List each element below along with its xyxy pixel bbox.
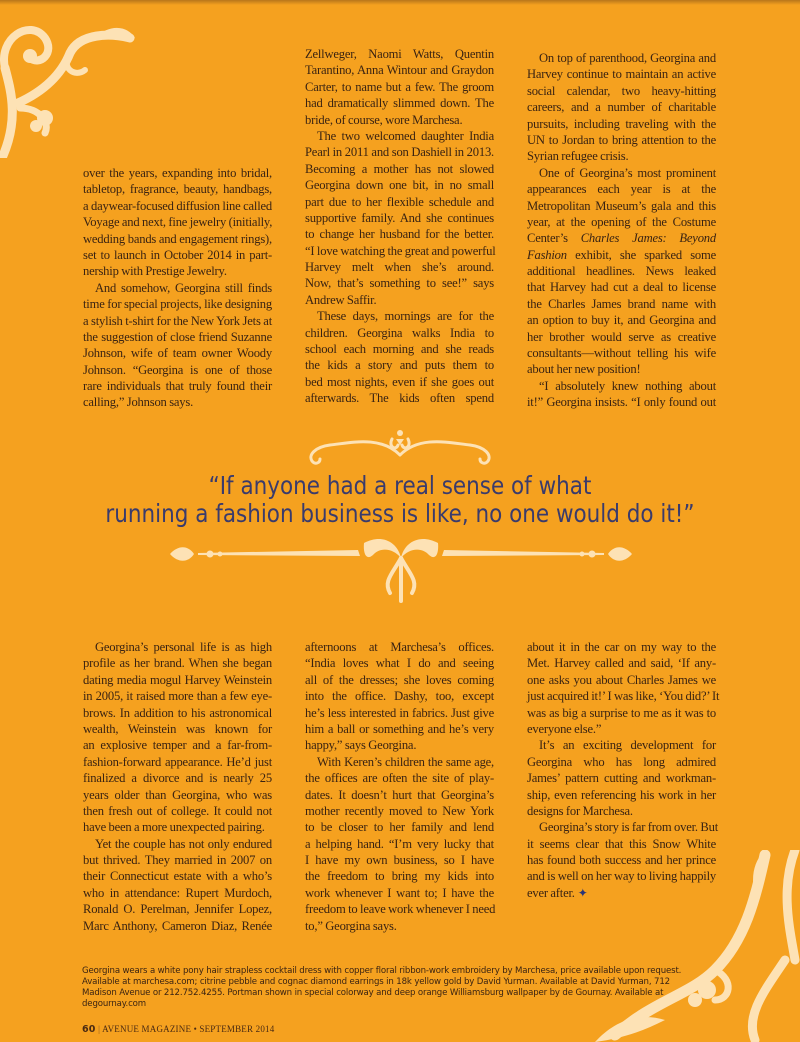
text-line: Georgina who has long admired [527, 754, 716, 769]
paragraph [527, 639, 720, 737]
text-column [527, 639, 720, 901]
text-line: it seems clear that this Snow White [527, 836, 716, 851]
text-line: “India loves what I do and seeing [305, 656, 494, 671]
text-line: tabletop, fragrance, beauty, handbags, [83, 182, 272, 197]
quote-top-ornament [300, 425, 500, 470]
text-line: over the years, expanding into bridal, [83, 166, 272, 180]
text-line: dates. It doesn’t hurt that Georgina’s [305, 787, 494, 802]
paragraph [83, 836, 272, 934]
text-line: time for special projects, like designing [83, 297, 272, 312]
text-line: their Connecticut estate with a who’s [83, 869, 272, 884]
italic-title: Charles James: Beyond [580, 231, 716, 246]
text-line: It’s an exciting development for [539, 738, 716, 753]
text-line: Georgina’s personal life is as high [95, 640, 272, 654]
paragraph [83, 639, 272, 836]
text-line: Becoming a mother has not slowed [305, 161, 494, 176]
text-line: a daywear-focused diffusion line called [83, 198, 272, 213]
text-line: all of the dresses; she loves coming [305, 672, 494, 687]
text-line: consultants—without telling his wife [527, 346, 716, 361]
text-line: the offices are often the site of play- [305, 771, 494, 786]
text-line: nership with Prestige Jewelry. [83, 264, 227, 279]
text-line: to be closer to her family and lend [305, 820, 494, 835]
text-segment: Center’s [527, 231, 581, 246]
text-line: UN to Jordan to bring attention to the [527, 132, 716, 147]
text-line: the suggestion of close friend Suzanne [83, 329, 272, 344]
text-line: about her new position! [527, 362, 641, 377]
text-line: a stylish t-shirt for the New York Jets at [83, 313, 272, 328]
paragraph [305, 754, 494, 934]
text-line: one asks you about Charles James we [527, 672, 716, 687]
text-line: fashion-forward appearance. He’d just [83, 754, 272, 769]
text-line: who in attendance: Rupert Murdoch, [83, 885, 272, 900]
text-column [527, 50, 716, 411]
text-line: James’ pattern cutting and workman- [527, 771, 716, 786]
photo-caption: Georgina wears a white pony hair strapless cocktail dress with copper floral ribbon-work embroidery by Marchesa, price available upon request. Available at marchesa.com; citrine pebble and cognac diamond earrings in 18k yellow gold by David Yurman. Available at David Yurman, 712 Madison Avenue or 212.752.4255. Portman shown in special colorway and deep orange Williamsburg wallpaper by de Gournay. Available at degournay.com [82, 966, 682, 1009]
text-column [83, 165, 272, 411]
text-line: then fresh out of college. It could not [83, 803, 272, 818]
text-line: Georgina down one bit, in no small [305, 178, 494, 193]
text-line: about it in the car on my way to the [527, 640, 716, 654]
text-line: Georgina’s story is far from over. But [539, 820, 718, 835]
text-line: school each morning and she reads [305, 342, 494, 357]
paragraph [527, 378, 716, 411]
text-line: calling,” Johnson says. [83, 395, 194, 410]
text-line: mother recently moved to New York [305, 803, 494, 818]
text-line: Metropolitan Museum’s gala and this [527, 198, 716, 213]
text-line: it!” Georgina insists. “I only found out [527, 395, 716, 410]
text-line: happy,” says Georgina. [305, 738, 417, 753]
text-line: Harvey continue to maintain an active [527, 67, 716, 82]
text-line: brows. In addition to his astronomical [83, 705, 272, 720]
text-line: Syrian refugee crisis. [527, 149, 629, 164]
text-segment: exhibit, she sparked some [566, 247, 716, 262]
text-line [527, 247, 716, 263]
text-line: additional headlines. News leaked [527, 264, 716, 279]
text-line: profile as her brand. When she began [83, 656, 272, 671]
text-line: appearances each year is at the [527, 182, 716, 197]
text-column [83, 639, 272, 934]
text-line [527, 885, 716, 901]
text-line: was as big a surprise to me as it was to [527, 705, 716, 720]
text-line: afternoons at Marchesa’s offices. [305, 640, 494, 654]
text-line: And somehow, Georgina still finds [95, 280, 272, 295]
text-line: Andrew Saffir. [305, 292, 377, 307]
text-line: Johnson. “Georgina is one of those [83, 362, 272, 377]
text-column [305, 46, 494, 407]
text-line: had dramatically slimmed down. The [305, 96, 494, 111]
text-line: rare individuals that truly found their [83, 379, 272, 394]
text-line: everyone else.” [527, 721, 602, 736]
text-line: Met. Harvey called and said, ‘If any- [527, 656, 716, 671]
text-line: Johnson, wife of team owner Woody [83, 346, 272, 361]
text-line: children. Georgina walks India to [305, 325, 494, 340]
pull-quote-line-1: “If anyone had a real sense of what [208, 471, 592, 500]
text-line: One of Georgina’s most prominent [539, 165, 716, 180]
page-number: 60 [82, 1024, 96, 1035]
text-line: her brother would serve as creative [527, 329, 716, 344]
text-line: Zellweger, Naomi Watts, Quentin [305, 47, 494, 61]
text-line: into the office. Dashy, too, except [305, 689, 494, 704]
paragraph [305, 128, 494, 308]
text-line: but thrived. They married in 2007 on [83, 853, 272, 868]
text-line: pursuits, including traveling with the [527, 116, 716, 131]
text-line: him a ball or something and he’s very [305, 721, 494, 736]
text-line: he’s less interested in fabrics. Just give [305, 705, 494, 720]
publication-name: AVENUE MAGAZINE • SEPTEMBER 2014 [102, 1024, 275, 1034]
text-line: the kids a story and puts them to [305, 358, 494, 373]
text-line: “I love watching the great and powerful [305, 243, 496, 258]
text-line: have been a more unexpected pairing. [83, 820, 265, 835]
paragraph [305, 639, 494, 754]
paragraph [527, 819, 716, 901]
pull-quote [0, 472, 800, 528]
text-line: in 2005, it raised more than a few eye- [83, 689, 272, 704]
text-line: finalized a divorce and is nearly 25 [83, 771, 272, 786]
text-line: supportive family. And she continues [305, 210, 494, 225]
text-line: wedding bands and engagement rings), [83, 231, 272, 246]
text-line: Ronald O. Perelman, Jennifer Lopez, [83, 902, 272, 917]
text-segment: ever after. [527, 885, 575, 900]
text-column [305, 639, 494, 934]
text-line: an explosive temper and a far-from- [83, 738, 272, 753]
text-line: to,” Georgina says. [305, 918, 397, 933]
text-line: that Harvey had cut a deal to license [527, 280, 716, 295]
text-line: set to launch in October 2014 in part- [83, 247, 272, 262]
paragraph [305, 46, 494, 128]
text-line: an option to buy it, and Georgina and [527, 313, 716, 328]
paragraph [305, 308, 494, 406]
text-line: The two welcomed daughter India [317, 128, 494, 143]
text-line: Harvey melt when she’s around. [305, 260, 494, 275]
text-line: careers, and a number of charitable [527, 100, 716, 115]
text-line: Carter, to name but a few. The groom [305, 79, 494, 94]
text-line: Now, that’s something to see!” says [305, 276, 494, 291]
text-line: work whenever I want to; I have the [305, 885, 494, 900]
text-line: “I absolutely knew nothing about [539, 378, 716, 393]
text-line: the Charles James brand name with [527, 296, 716, 311]
text-line: ship, even referencing his work in her [527, 787, 716, 802]
text-line: a helping hand. “I’m very lucky that [305, 836, 494, 851]
footer-separator: | [98, 1024, 101, 1034]
text-line: freedom to leave work whenever I need [305, 902, 496, 917]
paragraph [83, 165, 272, 280]
text-line: wealth, Weinstein was known for [83, 721, 272, 736]
text-line: I have my own business, so I have [305, 853, 494, 868]
text-line: part due to her flexible schedule and [305, 194, 494, 209]
paragraph [527, 737, 716, 819]
text-line: dating media mogul Harvey Weinstein [83, 672, 272, 687]
paragraph [527, 50, 716, 165]
text-line: Yet the couple has not only endured [95, 836, 272, 851]
quote-bottom-ornament [168, 533, 634, 603]
text-line: designs for Marchesa. [527, 803, 633, 818]
end-mark-icon: ✦ [577, 885, 588, 900]
page-footer [82, 1024, 274, 1035]
text-line: the freedom to bring my kids into [305, 869, 494, 884]
text-line: and is well on her way to living happily [527, 869, 716, 884]
text-line: year, at the opening of the Costume [527, 214, 716, 229]
flourish-top-left-ornament [0, 8, 140, 158]
text-line: Tarantino, Anna Wintour and Graydon [305, 63, 494, 78]
paragraph [527, 165, 716, 378]
italic-title: Fashion [527, 247, 567, 262]
text-line: With Keren’s children the same age, [317, 754, 494, 769]
text-line: has found both success and her prince [527, 853, 716, 868]
text-line: bed most nights, even if she goes out [305, 374, 494, 389]
text-line: bride, of course, wore Marchesa. [305, 112, 463, 127]
text-line: years older than Georgina, who was [83, 787, 272, 802]
text-line: just acquired it!’ I was like, ‘You did?’ It [527, 689, 720, 704]
text-line: On top of parenthood, Georgina and [539, 51, 716, 65]
text-line: to change her husband for the better. [305, 227, 494, 242]
text-line: afterwards. The kids often spend [305, 391, 494, 406]
text-line [527, 230, 716, 246]
text-line: Pearl in 2011 and son Dashiell in 2013. [305, 145, 494, 160]
text-line: social calendar, two heavy-hitting [527, 83, 716, 98]
pull-quote-line-2: running a fashion business is like, no one would do it!” [105, 499, 695, 528]
text-line: Voyage and next, fine jewelry (initially, [83, 215, 273, 230]
page-top-edge [0, 0, 800, 5]
text-line: Marc Anthony, Cameron Diaz, Renée [83, 918, 272, 933]
text-line: These days, mornings are for the [317, 309, 494, 324]
paragraph [83, 280, 272, 411]
